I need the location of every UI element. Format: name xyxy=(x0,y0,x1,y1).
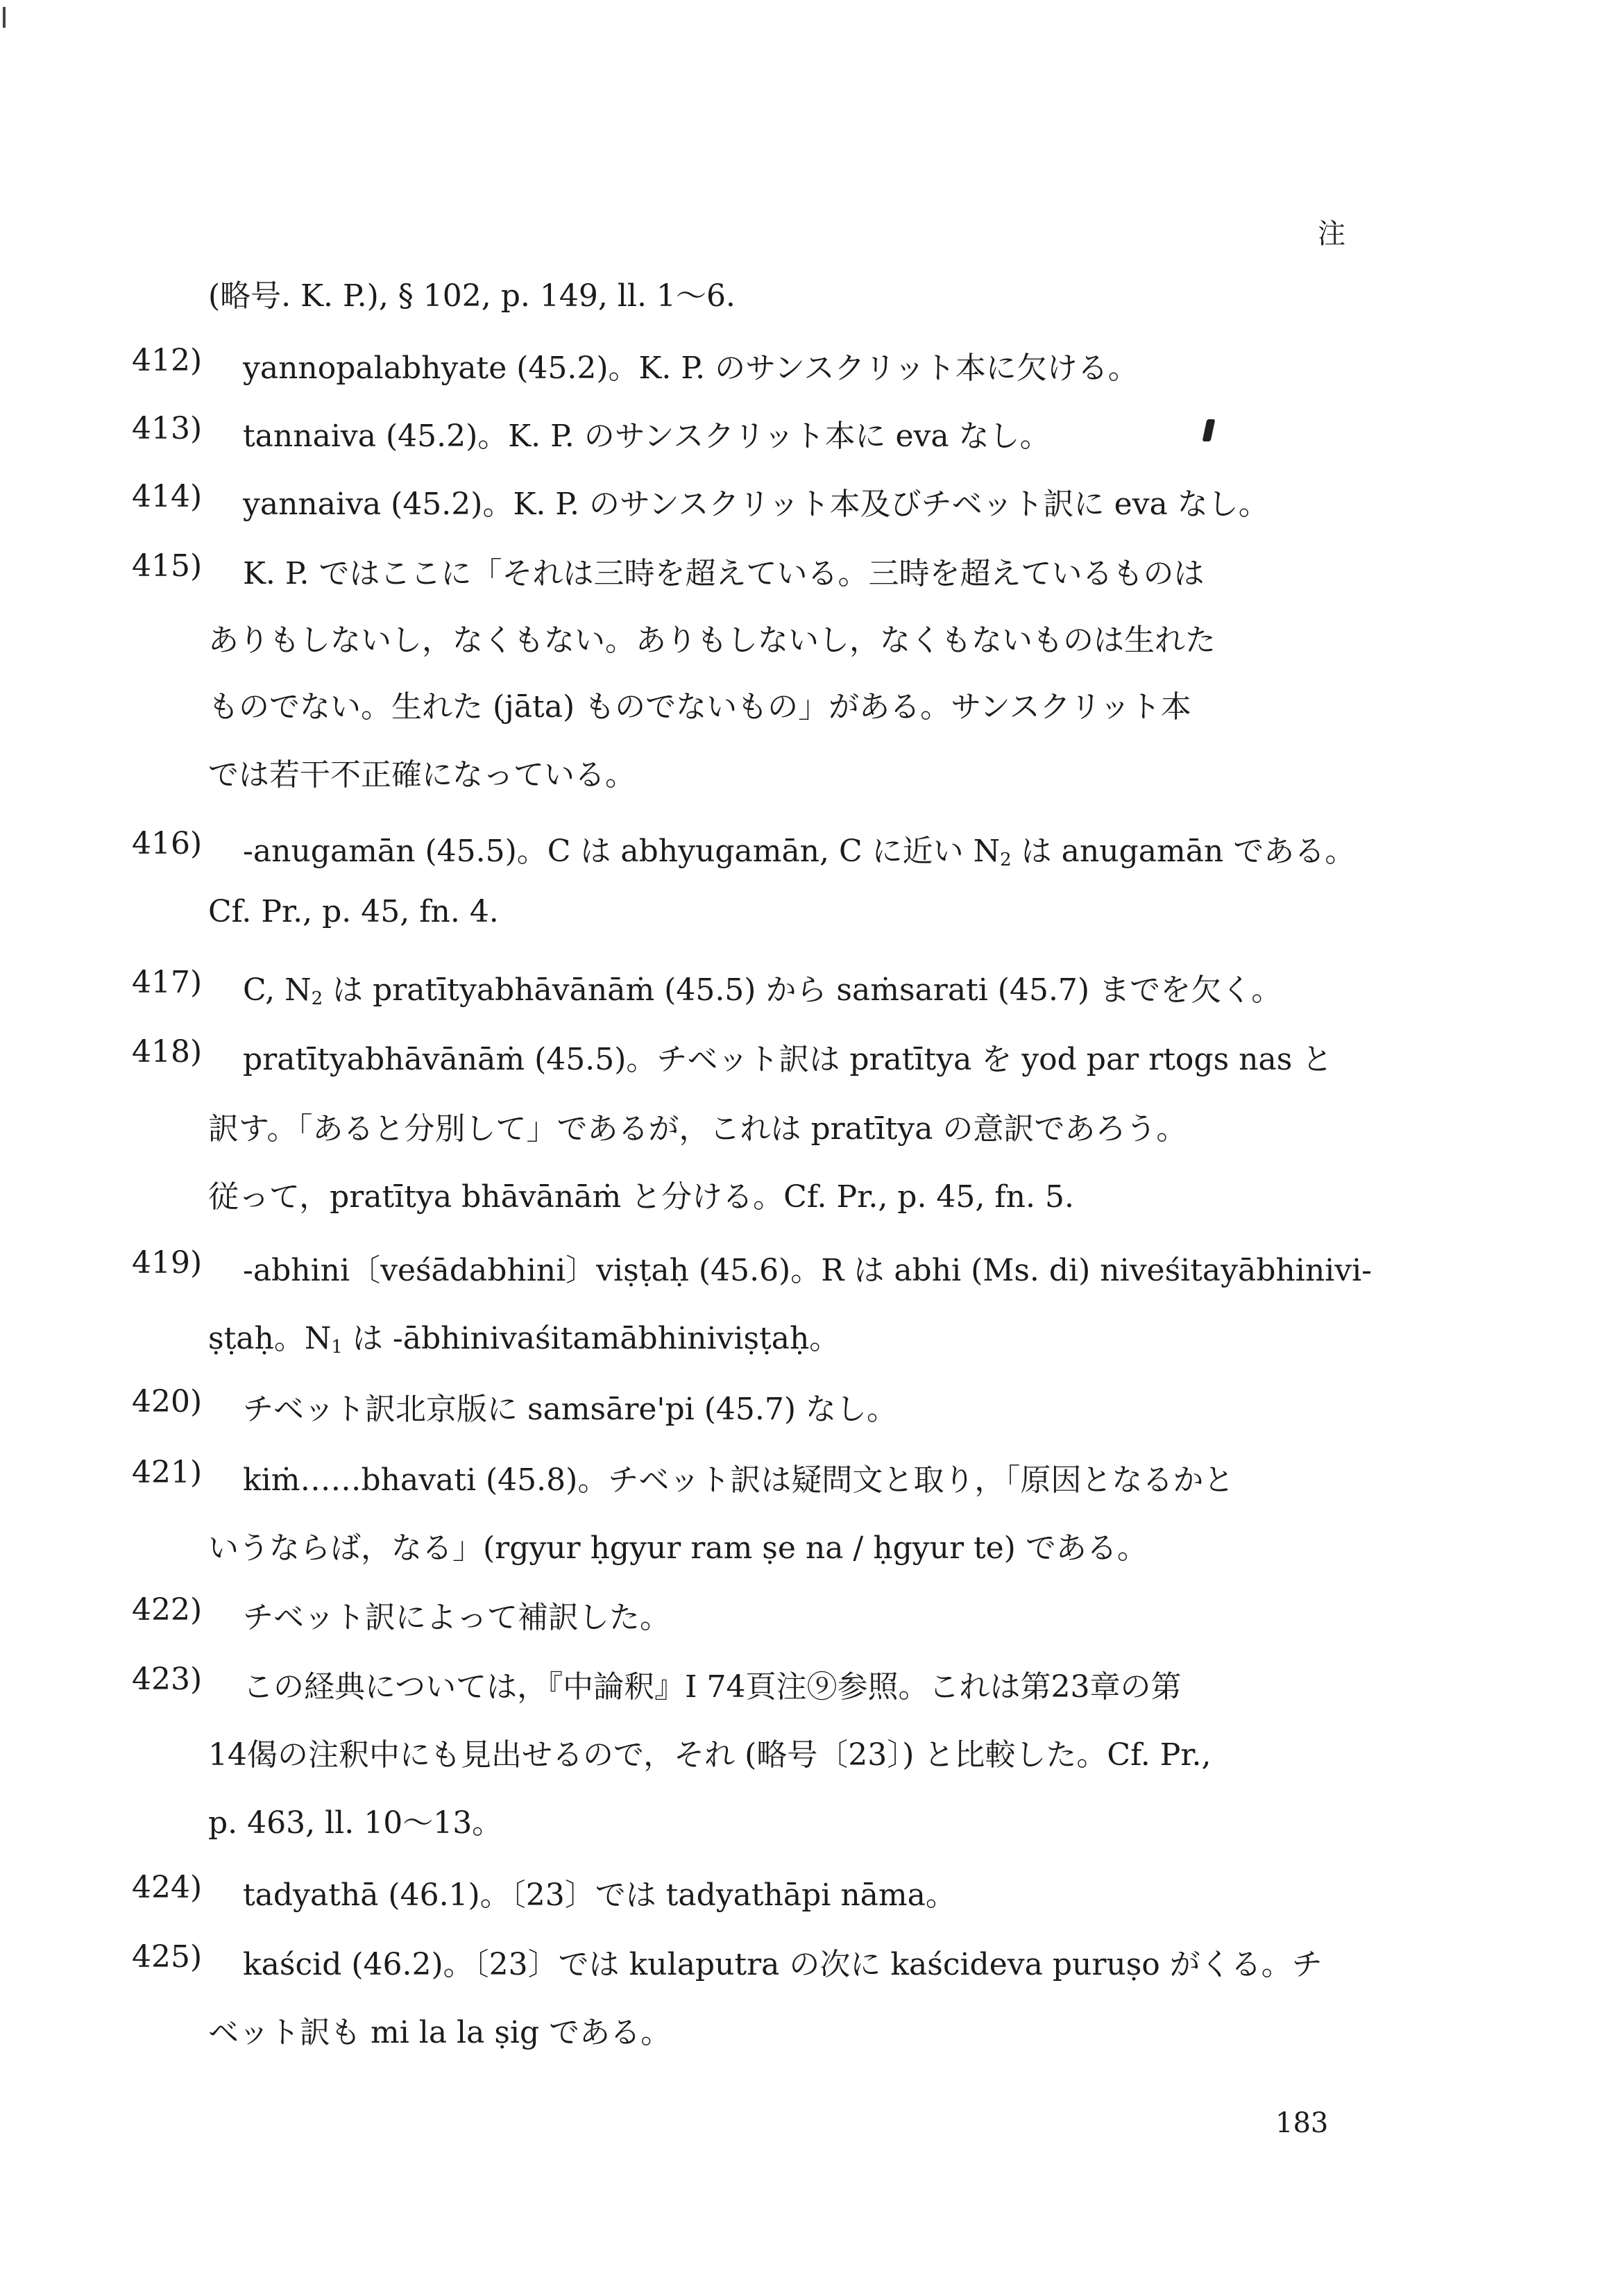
note-text: いうならば，なる」(rgyur ḥgyur ram ṣe na / ḥgyur te) である。 xyxy=(208,1530,1148,1566)
note-text: では若干不正確になっている。 xyxy=(208,757,636,793)
note-text: yannaiva (45.2)。K. P. のサンスクリット本及びチベット訳に eva なし。 xyxy=(243,487,1269,522)
note-text: kiṁ……bhavati (45.8)。チベット訳は疑問文と取り，「原因となるかと xyxy=(243,1462,1234,1498)
note-text: ベット訳も mi la la ṣig である。 xyxy=(208,2015,672,2050)
note-text: C, $N_2$ は pratītyabhāvānāṁ (45.5) から saṁsarati (45.7) までを欠く。 xyxy=(243,972,1282,1009)
note-text: この経典については，『中論釈』I 74頁注⑨参照。これは第23章の第 xyxy=(243,1669,1182,1705)
note-number: 414) xyxy=(132,479,203,514)
note-text: p. 463, ll. 10〜13。 xyxy=(208,1805,503,1841)
note-text: tannaiva (45.2)。K. P. のサンスクリット本に eva なし。 xyxy=(243,419,1051,454)
note-number: 418) xyxy=(132,1034,203,1070)
note-text: K. P. ではここに「それは三時を超えている。三時を超えているものは xyxy=(243,556,1205,591)
note-number: 413) xyxy=(132,411,203,446)
note-number: 416) xyxy=(132,826,203,861)
note-number: 424) xyxy=(132,1870,203,1905)
note-number: 423) xyxy=(132,1662,203,1697)
note-text: ものでない。生れた (jāta) ものでないもの」がある。サンスクリット本 xyxy=(208,689,1191,725)
intro-line: (略号. K. P.), § 102, p. 149, ll. 1〜6. xyxy=(208,278,736,314)
note-text: チベット訳によって補訳した。 xyxy=(243,1600,670,1635)
note-text: ṣṭaḥ。$N_1$ は -ābhinivaśitamābhiniviṣṭaḥ。 xyxy=(208,1321,840,1358)
note-number: 421) xyxy=(132,1455,203,1490)
scan-mark xyxy=(3,7,6,28)
note-number: 422) xyxy=(132,1592,203,1628)
note-number: 425) xyxy=(132,1939,203,1975)
note-number: 420) xyxy=(132,1384,203,1419)
note-number: 415) xyxy=(132,548,203,584)
note-number: 419) xyxy=(132,1245,203,1281)
running-header: 注 xyxy=(1318,218,1345,250)
note-text: 訳す。「あると分別して」であるが，これは pratītya の意訳であろう。 xyxy=(208,1111,1187,1147)
note-text: pratītyabhāvānāṁ (45.5)。チベット訳は pratītya を yod par rtogs nas と xyxy=(243,1042,1333,1077)
note-text: チベット訳北京版に samsāre'pi (45.7) なし。 xyxy=(243,1392,898,1427)
page-number: 183 xyxy=(1275,2107,1329,2139)
note-text: tadyathā (46.1)。〔23〕では tadyathāpi nāma。 xyxy=(243,1877,956,1913)
note-text: 14偈の注釈中にも見出せるので，それ (略号〔23〕) と比較した。Cf. Pr., xyxy=(208,1737,1212,1773)
ink-smudge xyxy=(1203,419,1216,441)
note-text: 従って，pratītya bhāvānāṁ と分ける。Cf. Pr., p. 45, fn. 5. xyxy=(208,1179,1074,1215)
note-number: 417) xyxy=(132,965,203,1000)
note-text: kaścid (46.2)。〔23〕では kulaputra の次に kaścideva puruṣo がくる。チ xyxy=(243,1947,1323,1982)
note-text: -abhini〔veśādabhini〕viṣṭaḥ (45.6)。R は abhi (Ms. di) niveśitayābhinivi- xyxy=(243,1253,1373,1288)
note-text: Cf. Pr., p. 45, fn. 4. xyxy=(208,894,499,929)
note-text: yannopalabhyate (45.2)。K. P. のサンスクリット本に欠ける。 xyxy=(243,351,1139,386)
note-text: ありもしないし，なくもない。ありもしないし，なくもないものは生れた xyxy=(208,623,1216,658)
note-number: 412) xyxy=(132,343,203,378)
note-text: -anugamān (45.5)。C は abhyugamān, C に近い $N_2$ は anugamān である。 xyxy=(243,834,1356,870)
